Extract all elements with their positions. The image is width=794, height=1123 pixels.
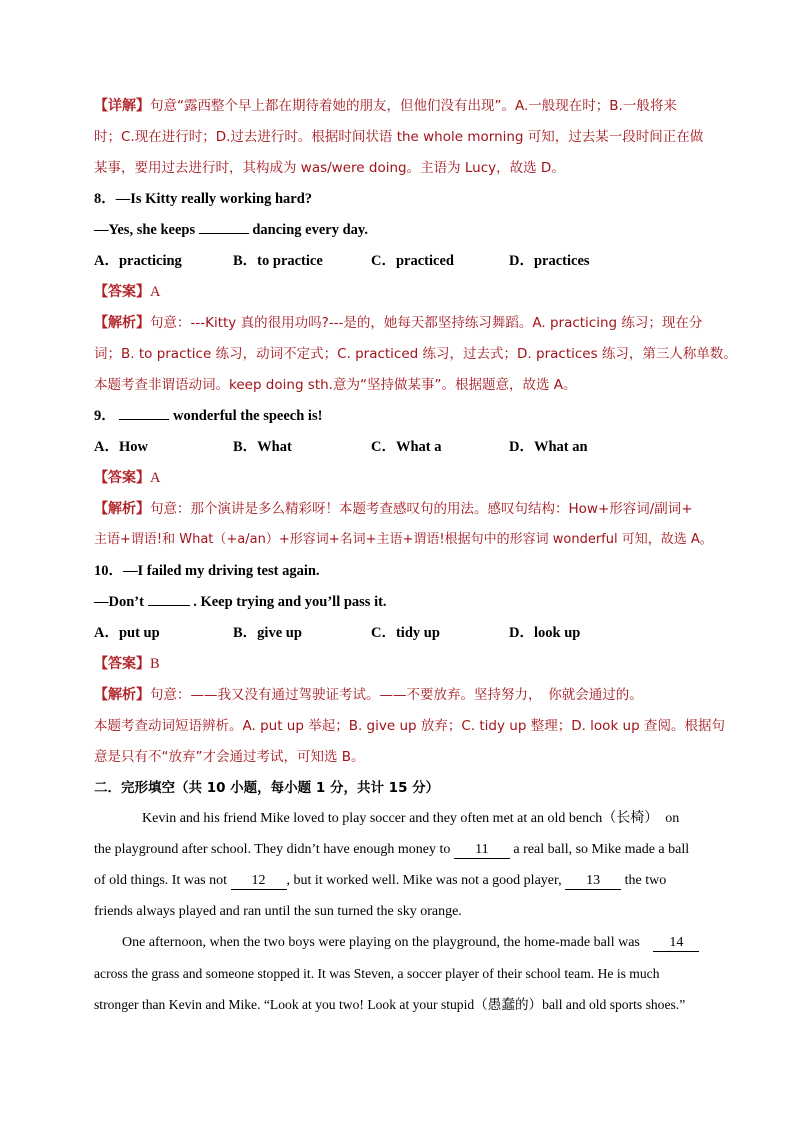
- detail-tag: 【详解】: [94, 98, 150, 114]
- question-10-stem: 10．—I failed my driving test again.: [94, 563, 320, 579]
- answer-blank: [199, 233, 249, 234]
- answer-blank: [148, 605, 190, 606]
- question-8-analysis-2: 词；B. to practice 练习，动词不定式；C. practiced 练习，过去式；D. practices 练习，第三人称单数。: [94, 346, 737, 362]
- question-9-option-b: B．What: [233, 439, 292, 455]
- question-8-option-d: D．practices: [509, 253, 590, 269]
- question-9-analysis-2: 主语+谓语!和 What（+a/an）+形容词+名词+主语+谓语!根据句中的形容词 wonderful 可知，故选 A。: [94, 532, 713, 547]
- passage-p1-line-3: of old things. It was not 12 , but it worked well. Mike was not a good player, 13 the two: [94, 873, 667, 888]
- passage-p2-line-3: stronger than Kevin and Mike. “Look at you two! Look at your stupid（愚蠢的）ball and old sports shoes.”: [94, 997, 686, 1012]
- question-10-option-a: A．put up: [94, 625, 160, 641]
- question-10-analysis-1: 【解析】句意：——我又没有通过驾驶证考试。——不要放弃。坚持努力， 你就会通过的。: [94, 687, 643, 703]
- cloze-blank-12[interactable]: 12: [231, 873, 287, 890]
- question-8-stem: 8．—Is Kitty really working hard?: [94, 191, 313, 207]
- passage-p1-line-1: Kevin and his friend Mike loved to play soccer and they often met at an old bench（长椅） on: [142, 811, 680, 826]
- question-10-option-b: B．give up: [233, 625, 302, 641]
- section-heading: 二．完形填空（共 10 小题，每小题 1 分，共计 15 分）: [94, 780, 440, 796]
- answer-blank: [119, 419, 169, 420]
- question-8-option-b: B．to practice: [233, 253, 323, 269]
- passage-p1-line-2: the playground after school. They didn’t have enough money to 11 a real ball, so Mike made a ball: [94, 842, 690, 857]
- cloze-blank-14[interactable]: 14: [653, 935, 699, 952]
- question-9-option-a: A．How: [94, 439, 148, 455]
- passage-p1-line-4: friends always played and ran until the sun turned the sky orange.: [94, 904, 462, 919]
- passage-p2-line-2: across the grass and someone stopped it. It was Steven, a soccer player of their school team. He is much: [94, 966, 660, 981]
- question-10-analysis-2: 本题考查动词短语辨析。A. put up 举起；B. give up 放弃；C. tidy up 整理；D. look up 查阅。根据句: [94, 718, 725, 734]
- question-8-analysis-3: 本题考查非谓语动词。keep doing sth.意为“坚持做某事”。根据题意，故选 A。: [94, 377, 577, 393]
- question-10-answer: 【答案】B: [94, 656, 160, 672]
- question-9-option-d: D．What an: [509, 439, 588, 455]
- passage-p2-line-1: One afternoon, when the two boys were playing on the playground, the home-made ball was 14: [122, 933, 699, 953]
- cloze-blank-11[interactable]: 11: [454, 842, 510, 859]
- question-8-option-a: A．practicing: [94, 253, 182, 269]
- question-8-line-2: —Yes, she keeps dancing every day.: [94, 222, 368, 238]
- question-10-line-2: —Don’t . Keep trying and you’ll pass it.: [94, 594, 387, 610]
- question-9-option-c: C．What a: [371, 439, 442, 455]
- question-9-analysis-1: 【解析】句意：那个演讲是多么精彩呀！本题考查感叹句的用法。感叹句结构：How+形容词/副词+: [94, 501, 693, 517]
- question-10-analysis-3: 意是只有不“放弃”才会通过考试，可知选 B。: [94, 749, 365, 765]
- detail-7-line-1: 【详解】句意“露西整个早上都在期待着她的朋友，但他们没有出现”。A.一般现在时；B.一般将来: [94, 98, 677, 114]
- detail-7-line-2: 时；C.现在进行时；D.过去进行时。根据时间状语 the whole morning 可知，过去某一段时间正在做: [94, 129, 704, 145]
- question-9-answer: 【答案】A: [94, 470, 161, 486]
- question-9-stem: 9． wonderful the speech is!: [94, 408, 323, 424]
- question-10-option-d: D．look up: [509, 625, 581, 641]
- question-8-option-c: C．practiced: [371, 253, 454, 269]
- cloze-blank-13[interactable]: 13: [565, 873, 621, 890]
- question-8-analysis-1: 【解析】句意：---Kitty 真的很用功吗?---是的，她每天都坚持练习舞蹈。A. practicing 练习；现在分: [94, 315, 703, 331]
- question-10-option-c: C．tidy up: [371, 625, 440, 641]
- detail-7-line-3: 某事，要用过去进行时，其构成为 was/were doing。主语为 Lucy，故选 D。: [94, 160, 565, 176]
- question-8-answer: 【答案】A: [94, 284, 161, 300]
